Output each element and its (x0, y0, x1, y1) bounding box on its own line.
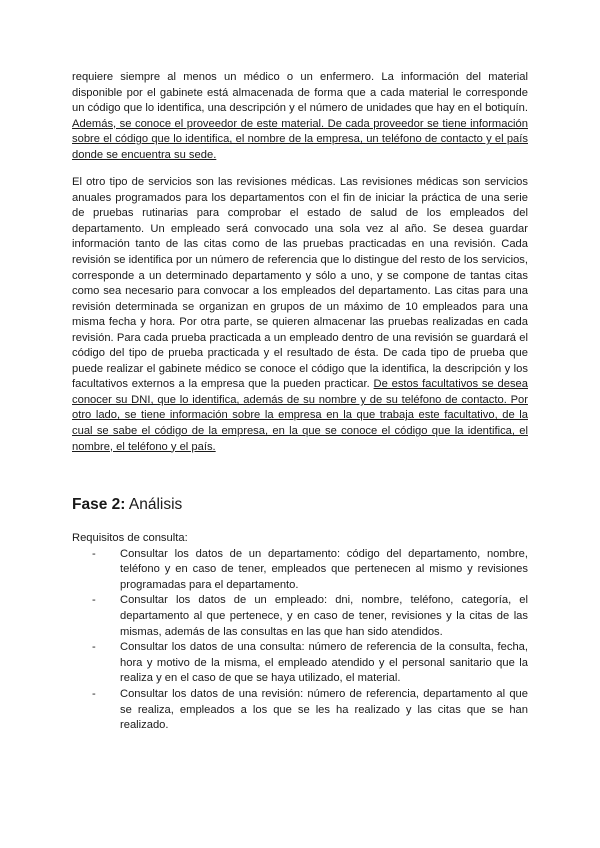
bullet-dash: - (92, 547, 96, 560)
list-item (72, 687, 528, 734)
paragraph-revisiones-underlined: De estos facultativos se desea conocer su DNI, que lo identifica, además de su nombre y de su teléfono de contacto. Por otro lado, se tiene información sobre la empresa en la que trabaja este facultativo, de la cual se sabe el código de la empresa, en la que se conoce el código que la identifica, el nombre, el teléfono y el país. (72, 378, 528, 453)
paragraph-material (72, 70, 528, 163)
list-item-text: Consultar los datos de un departamento: código del departamento, nombre, teléfono y en caso de tener, empleados que pertenecen al mismo y revisiones programadas para el departamento. (120, 547, 528, 591)
list-item (72, 547, 528, 594)
section-heading-number: Fase 2: (72, 496, 126, 514)
section-heading-title: Análisis (125, 496, 183, 514)
list-item (72, 593, 528, 640)
bullet-dash: - (92, 594, 96, 607)
paragraph-material-underlined: Además, se conoce el proveedor de este material. De cada proveedor se tiene información sobre el código que lo identifica, el nombre de la empresa, un teléfono de contacto y el país donde se encuentra su sede. (72, 117, 528, 161)
paragraph-revisiones (72, 175, 528, 455)
paragraph-material-text: requiere siempre al menos un médico o un enfermero. La información del material disponible por el gabinete está almacenada de forma que a cada material le corresponde un código que lo identifica, una descripción y el número de unidades que hay en el botiquín. (72, 71, 528, 115)
list-item-text: Consultar los datos de una consulta: número de referencia de la consulta, fecha, hora y motivo de la misma, el empleado atendido y el personal sanitario que la realiza y en el caso de que se haya utilizado, el material. (120, 641, 528, 685)
bullet-dash: - (92, 687, 96, 700)
paragraph-revisiones-text: El otro tipo de servicios son las revisiones médicas. Las revisiones médicas son servicios anuales programados para los departamentos con el fin de iniciar la práctica de una serie de pruebas rutinarias para comprobar el estado de salud de los empleados del departamento. Un empleado será convocado una sola vez al año. Se desea guardar información tanto de las citas como de las pruebas practicadas en una revisión. Cada revisión se identifica por un número de referencia que lo distingue del resto de los servicios, corresponde a un determinado departamento y sólo a uno, y se compone de tantas citas como sea necesario para convocar a los empleados del departamento. Las citas para una revisión determinada se organizan en grupos de un máximo de 10 empleados para una misma fecha y hora. Por otra parte, se quieren almacenar las pruebas realizadas en cada revisión. Para cada prueba practicada a un empleado dentro de una revisión se guardará el código del tipo de prueba practicada y el resultado de ésta. De cada tipo de prueba que puede realizar el gabinete médico se conoce el código que la identifica, la descripción y los facultativos externos a la empresa que la pueden practicar. (72, 176, 528, 391)
requirements-title: Requisitos de consulta: (72, 532, 188, 545)
section-heading (72, 495, 528, 515)
bullet-dash: - (92, 641, 96, 654)
document-page (72, 70, 528, 734)
list-item-text: Consultar los datos de una revisión: número de referencia, departamento al que se realiza, empleados a los que se les ha realizado y las citas que se han realizado. (120, 687, 528, 732)
list-item-text: Consultar los datos de un empleado: dni, nombre, teléfono, categoría, el departamento al que pertenece, y en caso de tener, revisiones y la citas de las mismas, además de las consultas en las que han sido atendidos. (120, 594, 528, 638)
list-item (72, 640, 528, 687)
requirements-list (72, 547, 528, 734)
